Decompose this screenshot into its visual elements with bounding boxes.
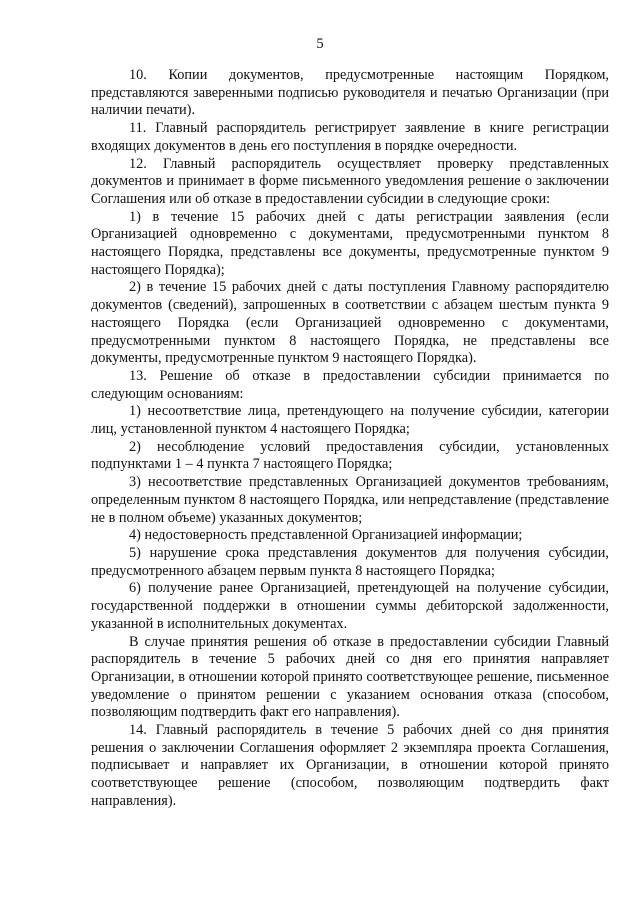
paragraph-14-agreement: 14. Главный распорядитель в течение 5 рабочих дней со дня принятия решения о заключении Соглашения оформляет 2 экземпляра проекта Соглашения, подписывает и направляет их Организации, в отношении которой принято соответствующее решение (способом, позволяющим подтвердить факт направления). bbox=[91, 722, 609, 809]
paragraph-12-review: 12. Главный распорядитель осуществляет проверку представленных документов и принимает в форме письменного уведомления решение о заключении Соглашения или об отказе в предоставлении субсидии в следующие сроки: bbox=[91, 155, 609, 207]
paragraph-12-term-2: 2) в течение 15 рабочих дней с даты поступления Главному распорядителю документов (сведений), запрошенных в соответствии с абзацем шестым пункта 9 настоящего Порядка (если Организацией одновременно с документами, предусмотренными пунктом 8 настоящего Порядка, не представлены все документы, предусмотренные пунктом 9 настоящего Порядка). bbox=[91, 279, 609, 367]
document-body bbox=[91, 67, 609, 811]
paragraph-13-refusal-grounds: 13. Решение об отказе в предоставлении субсидии принимается по следующим основаниям: bbox=[91, 367, 609, 402]
paragraph-13-ground-5: 5) нарушение срока представления документов для получения субсидии, предусмотренного абзацем первым пункта 8 настоящего Порядка; bbox=[91, 544, 609, 579]
paragraph-12-term-1: 1) в течение 15 рабочих дней с даты регистрации заявления (если Организацией одновременно с документами, предусмотренными пунктом 8 настоящего Порядка, представлены все документы, предусмотренные пунктом 9 настоящего Порядка); bbox=[91, 208, 609, 278]
paragraph-13-refusal-notice: В случае принятия решения об отказе в предоставлении субсидии Главный распорядитель в течение 5 рабочих дней со дня его принятия направляет Организации, в отношении которой принято соответствующее решение, письменное уведомление о принятом решении с указанием основания отказа (способом, позволяющим подтвердить факт его направления). bbox=[91, 633, 609, 721]
paragraph-13-ground-1: 1) несоответствие лица, претендующего на получение субсидии, категории лиц, установленной пунктом 4 настоящего Порядка; bbox=[91, 403, 609, 438]
paragraph-10-copies: 10. Копии документов, предусмотренные настоящим Порядком, представляются заверенными подписью руководителя и печатью Организации (при наличии печати). bbox=[91, 67, 609, 119]
paragraph-13-ground-3: 3) несоответствие представленных Организацией документов требованиям, определенным пунктом 8 настоящего Порядка, или непредставление (представление не в полном объеме) указанных документов; bbox=[91, 474, 609, 526]
paragraph-11-registration: 11. Главный распорядитель регистрирует заявление в книге регистрации входящих документов в день его поступления в порядке очередности. bbox=[91, 120, 609, 154]
paragraph-13-ground-2: 2) несоблюдение условий предоставления субсидии, установленных подпунктами 1 – 4 пункта 7 настоящего Порядка; bbox=[91, 438, 609, 473]
page-number: 5 bbox=[316, 36, 324, 52]
paragraph-13-ground-6: 6) получение ранее Организацией, претендующей на получение субсидии, государственной поддержки в отношении суммы дебиторской задолженности, указанной в исполнительных документах. bbox=[91, 580, 609, 632]
paragraph-13-ground-4: 4) недостоверность представленной Организацией информации; bbox=[129, 527, 523, 544]
